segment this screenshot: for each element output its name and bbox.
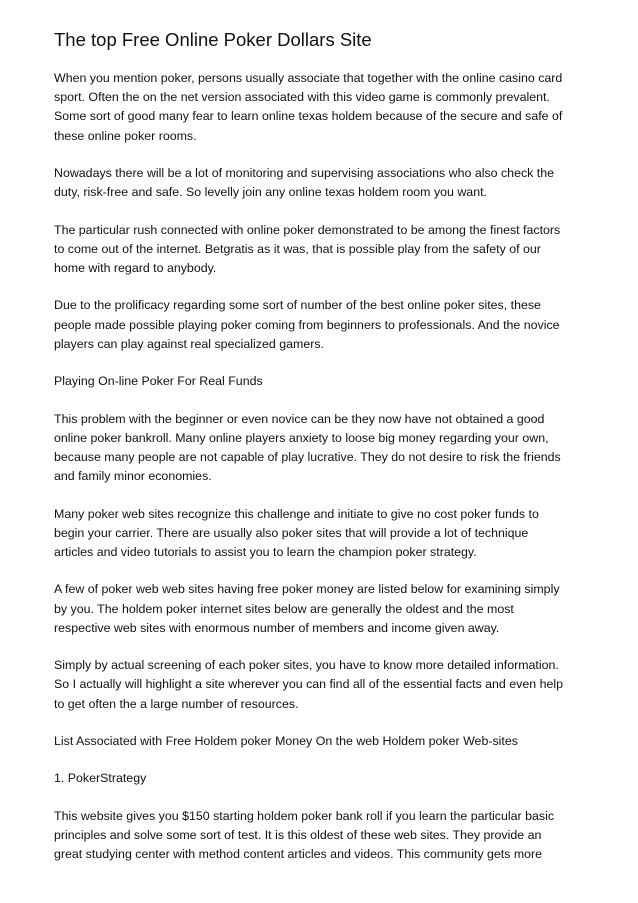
- text-line: players can play against real specialized gamers.: [54, 336, 324, 351]
- text-line: duty, risk-free and safe. So levelly join any online texas holdem room you want.: [54, 185, 487, 200]
- text-line: home with regard to anybody.: [54, 261, 217, 275]
- paragraph-rush: [54, 221, 594, 279]
- paragraph-intro: [54, 69, 594, 146]
- text-line: Due to the prolificacy regarding some sort of number of the best online poker sites, these: [54, 298, 541, 313]
- section-heading-list: [54, 732, 594, 751]
- text-line: 1. PokerStrategy: [54, 771, 147, 786]
- text-line: sport. Often the on the net version associated with this video game is commonly prevalent.: [54, 90, 550, 105]
- section-heading-real-funds: [54, 372, 594, 391]
- document-title: The top Free Online Poker Dollars Site: [54, 29, 372, 50]
- text-line: Simply by actual screening of each poker sites, you have to know more detailed information.: [54, 658, 559, 673]
- text-line: This problem with the beginner or even novice can be they now have not obtained a good: [54, 411, 545, 426]
- text-line: respective web sites with enormous number of members and income given away.: [54, 620, 500, 635]
- paragraph-listed-sites: [54, 580, 594, 638]
- text-line: to get often the a large number of resources.: [54, 696, 299, 711]
- text-line: because many people are not capable of play lucrative. They do not desire to risk the friends: [54, 449, 561, 464]
- paragraph-screening: [54, 656, 594, 714]
- text-line: these online poker rooms.: [54, 128, 197, 143]
- text-line: and family minor economies.: [54, 469, 212, 484]
- text-line: articles and video tutorials to assist you to learn the champion poker strategy.: [54, 544, 477, 559]
- text-line: online poker bankroll. Many online players anxiety to loose big money regarding your own,: [54, 430, 549, 445]
- text-line: begin your carrier. There are usually also poker sites that will provide a lot of technique: [54, 525, 529, 540]
- document-page: [54, 28, 594, 883]
- paragraph-pokerstrategy: [54, 807, 594, 865]
- text-line: The particular rush connected with online poker demonstrated to be among the finest factors: [54, 222, 561, 237]
- list-item-heading: [54, 769, 594, 788]
- paragraph-prolificacy: [54, 296, 594, 354]
- text-line: people made possible playing poker coming from beginners to professionals. And the novice: [54, 317, 560, 332]
- text-line: Playing On-line Poker For Real Funds: [54, 374, 263, 389]
- text-line: So I actually will highlight a site wherever you can find all of the essential facts and even help: [54, 677, 563, 692]
- text-line: Nowadays there will be a lot of monitoring and supervising associations who also check the: [54, 166, 555, 180]
- text-line: When you mention poker, persons usually associate that together with the online casino card: [54, 71, 563, 85]
- text-line: List Associated with Free Holdem poker Money On the web Holdem poker Web-sites: [54, 733, 518, 748]
- text-line: A few of poker web web sites having free poker money are listed below for examining simply: [54, 582, 560, 597]
- paragraph-monitoring: [54, 164, 594, 202]
- text-line: Some sort of good many fear to learn online texas holdem because of the secure and safe of: [54, 109, 563, 124]
- text-line: great studying center with method content articles and videos. This community gets more: [54, 847, 543, 862]
- text-line: to come out of the internet. Betgratis as it was, that is possible play from the safety of our: [54, 241, 541, 256]
- text-line: principles and solve some sort of test. It is this oldest of these web sites. They provide an: [54, 827, 542, 842]
- text-line: This website gives you $150 starting holdem poker bank roll if you learn the particular basic: [54, 808, 555, 823]
- paragraph-bankroll: [54, 410, 594, 487]
- paragraph-free-funds: [54, 505, 594, 563]
- text-line: by you. The holdem poker internet sites below are generally the oldest and the most: [54, 601, 514, 616]
- text-line: Many poker web sites recognize this challenge and initiate to give no cost poker funds to: [54, 506, 539, 521]
